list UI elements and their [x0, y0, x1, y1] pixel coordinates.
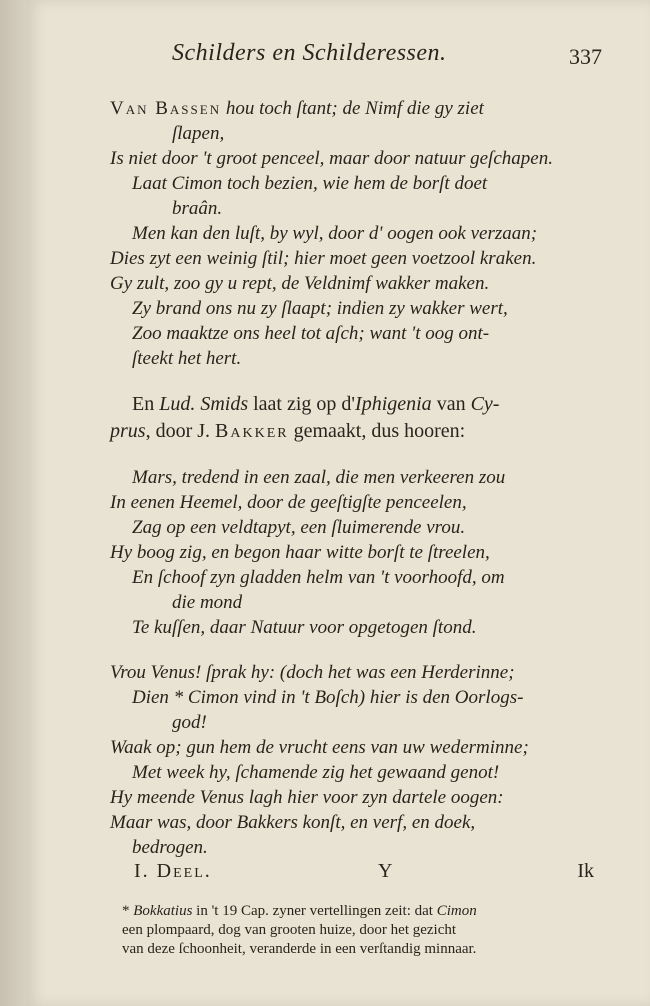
poet-addressee: Van Bassen	[110, 98, 222, 119]
footnote-line: een plompaard, dog van grooten huize, door het gezicht	[122, 922, 457, 938]
footnote	[122, 902, 602, 959]
verse-line: god!	[172, 712, 207, 733]
verse-line: Maar was, door Bakkers konſt, en verf, en doek,	[110, 812, 476, 833]
footnote-line: * Bokkatius in 't 19 Cap. zyner vertellingen zeit: dat Cimon	[122, 903, 477, 919]
signature-line	[134, 860, 594, 886]
verse-line: In eenen Heemel, door de geeſtigſte penceelen,	[110, 492, 467, 513]
verse-line: Hy boog zig, en begon haar witte borſt te ſtreelen,	[110, 542, 490, 563]
verse-line: En ſchoof zyn gladden helm van 't voorhoofd, om	[132, 567, 505, 588]
volume-part: I. Deel.	[134, 860, 212, 882]
verse-line: Dien * Cimon vind in 't Boſch) hier is den Oorlogs-	[132, 687, 524, 708]
poem-stanza-2	[110, 465, 602, 640]
main-text	[110, 96, 602, 860]
catchword: Ik	[577, 860, 594, 882]
work-title: Iphigenia	[355, 393, 432, 415]
verse-line: Van Bassen hou toch ſtant; de Nimf die gy ziet	[110, 98, 484, 119]
verse-line: Met week hy, ſchamende zig het gewaand genot!	[132, 762, 500, 783]
verse-line: bedrogen.	[132, 837, 208, 858]
verse-line: Vrou Venus! ſprak hy: (doch het was een Herderinne;	[110, 662, 515, 683]
poem-stanza-1	[110, 96, 602, 371]
verse-line: Mars, tredend in een zaal, die men verkeeren zou	[132, 467, 506, 488]
binding-edge	[0, 0, 26, 1006]
verse-line: ſteekt het hert.	[132, 348, 242, 369]
spacer	[110, 371, 602, 391]
verse-line: Hy meende Venus lagh hier voor zyn dartele oogen:	[110, 787, 504, 808]
verse-line: Is niet door 't groot penceel, maar door natuur geſchapen.	[110, 148, 553, 169]
footnote-cite: Bokkatius	[133, 903, 193, 919]
verse-line: Waak op; gun hem de vrucht eens van uw wederminne;	[110, 737, 529, 758]
verse-line: Gy zult, zoo gy u rept, de Veldnimf wakker maken.	[110, 273, 490, 294]
verse-line: Zoo maaktze ons heel tot aſch; want 't oog ont-	[132, 323, 490, 344]
running-title: Schilders en Schilderessen.	[172, 40, 447, 66]
book-page	[26, 0, 650, 1006]
verse-line: Zag op een veldtapyt, een ſluimerende vrou.	[132, 517, 466, 538]
verse-line: Te kuſſen, daar Natuur voor opgetogen ſtond.	[132, 617, 477, 638]
verse-line: Zy brand ons nu zy ſlaapt; indien zy wakker wert,	[132, 298, 508, 319]
spacer	[110, 445, 602, 465]
verse-line: ſlapen,	[172, 123, 225, 144]
poem-stanza-3	[110, 660, 602, 860]
page-number: 337	[569, 44, 602, 69]
footnote-line: van deze ſchoonheit, veranderde in een verſtandig minnaar.	[122, 941, 477, 957]
verse-line: Men kan den luſt, by wyl, door d' oogen ook verzaan;	[132, 223, 538, 244]
verse-line: Dies zyt een weinig ſtil; hier moet geen voetzool kraken.	[110, 248, 537, 269]
running-header	[172, 40, 602, 74]
prose-paragraph-cont: prus, door J. Bakker gemaakt, dus hooren:	[110, 420, 466, 442]
spacer	[110, 640, 602, 660]
painter-name: Bakker	[215, 420, 289, 442]
footnote-star: *	[122, 903, 130, 919]
signature-mark: Y	[378, 860, 393, 882]
author-name: Lud. Smids	[159, 393, 249, 415]
verse-line: die mond	[172, 592, 243, 613]
prose-paragraph: En Lud. Smids laat zig op d'Iphigenia van Cy-	[132, 393, 500, 415]
verse-line: Laat Cimon toch bezien, wie hem de borſt doet	[132, 173, 488, 194]
verse-line: braân.	[172, 198, 223, 219]
